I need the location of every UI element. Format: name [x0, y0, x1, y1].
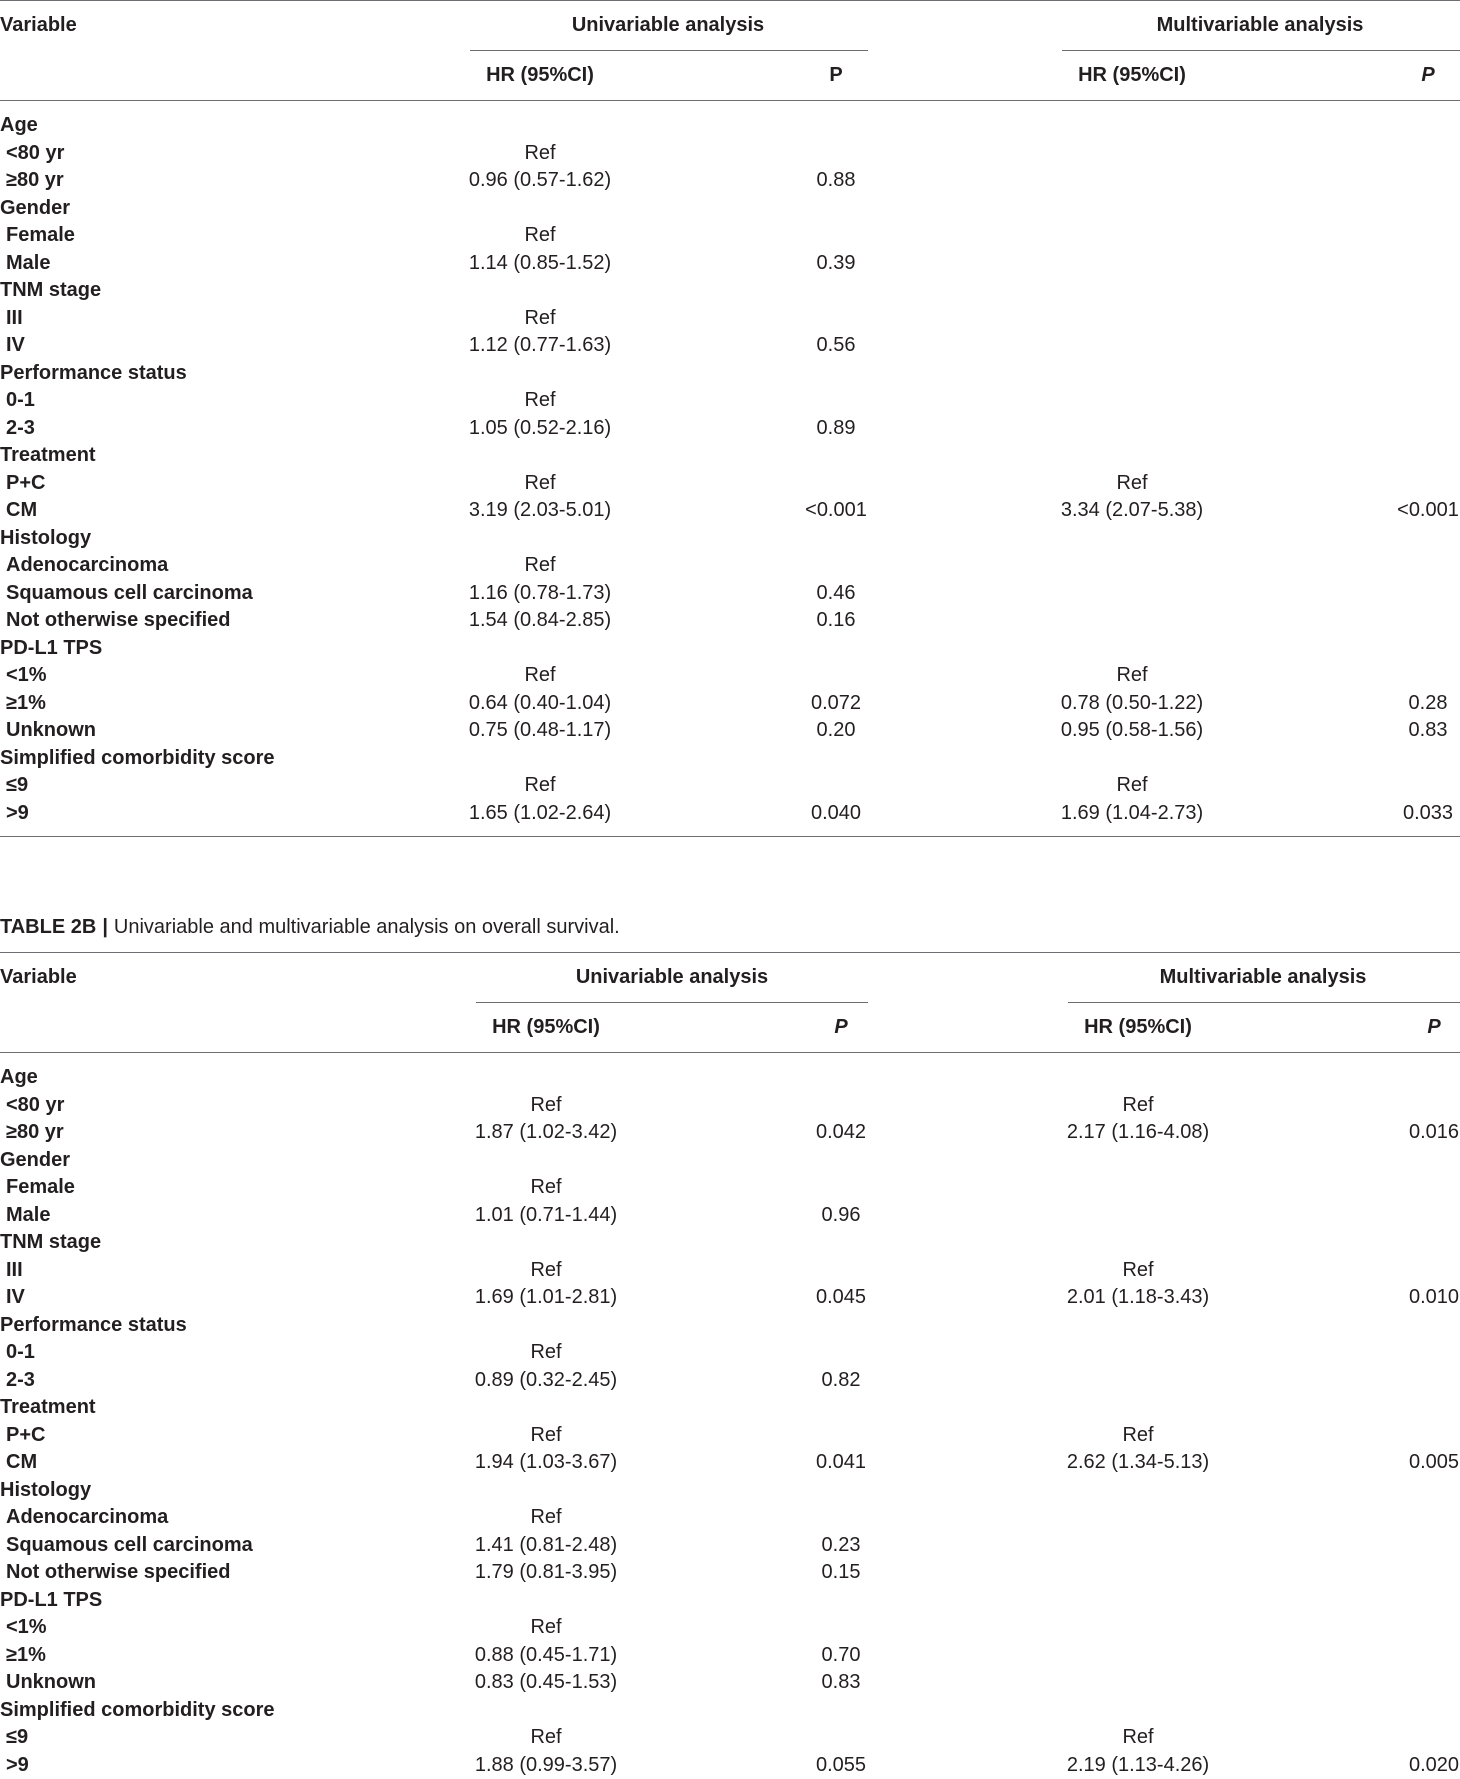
- group-label: Age: [0, 114, 38, 136]
- row-label: Not otherwise specified: [6, 1561, 231, 1583]
- uni-hr-cell: Ref: [530, 1506, 562, 1528]
- row-label: Not otherwise specified: [6, 609, 231, 631]
- uni-hr-cell: Ref: [530, 1616, 562, 1638]
- multi-hr-cell: Ref: [1122, 1258, 1154, 1281]
- uni-p-cell: 0.23: [821, 1533, 861, 1556]
- uni-hr-cell: Ref: [524, 224, 556, 246]
- uni-hr-cell: 1.41 (0.81-2.48): [474, 1533, 618, 1556]
- uni-p-cell: 0.89: [816, 416, 856, 439]
- top-rule: [0, 952, 1460, 953]
- uni-hr-cell: 3.19 (2.03-5.01): [468, 499, 612, 521]
- row-label: Unknown: [6, 1671, 96, 1693]
- multi-hr-cell: 1.69 (1.04-2.73): [1060, 801, 1204, 824]
- row-label: ≥1%: [6, 691, 46, 714]
- multi-p-cell: 0.020: [1408, 1753, 1460, 1776]
- group-label: Simplified comorbidity score: [0, 746, 275, 769]
- header-multivariable: Multivariable analysis: [1156, 14, 1364, 36]
- row-label: Adenocarcinoma: [6, 1506, 169, 1528]
- uni-p-cell: 0.46: [816, 581, 856, 604]
- uni-p-cell: 0.041: [815, 1451, 867, 1473]
- multi-hr-cell: 2.62 (1.34-5.13): [1066, 1451, 1210, 1473]
- group-label: Histology: [0, 526, 92, 549]
- uni-hr-cell: Ref: [524, 141, 556, 164]
- univariable-underline: [470, 50, 868, 51]
- group-label: Gender: [0, 1148, 71, 1171]
- uni-hr-cell: Ref: [530, 1093, 562, 1116]
- row-label: CM: [6, 1451, 38, 1473]
- multi-hr-cell: Ref: [1122, 1093, 1154, 1116]
- uni-p-cell: <0.001: [805, 499, 867, 521]
- row-label: 2-3: [6, 416, 35, 439]
- header-variable: Variable: [0, 966, 77, 988]
- header-p-multi: P: [1421, 64, 1435, 86]
- header-hr-uni: HR (95%CI): [486, 64, 594, 86]
- row-label: IV: [6, 334, 25, 356]
- row-label: Squamous cell carcinoma: [6, 581, 253, 604]
- row-label: ≤9: [6, 1726, 29, 1748]
- uni-p-cell: 0.56: [816, 334, 856, 356]
- group-label: PD-L1 TPS: [0, 636, 103, 659]
- multi-hr-cell: Ref: [1116, 471, 1148, 494]
- top-rule: [0, 0, 1460, 1]
- row-label: <1%: [6, 1616, 47, 1638]
- multi-p-cell: 0.83: [1408, 719, 1448, 741]
- multi-hr-cell: 2.01 (1.18-3.43): [1066, 1286, 1210, 1308]
- header-variable: Variable: [0, 14, 77, 36]
- uni-hr-cell: 1.54 (0.84-2.85): [468, 609, 612, 631]
- uni-p-cell: 0.045: [815, 1286, 867, 1308]
- header-p-uni: P: [834, 1016, 848, 1038]
- uni-hr-cell: Ref: [530, 1726, 562, 1748]
- row-label: P+C: [6, 471, 46, 494]
- multi-hr-cell: 0.95 (0.58-1.56): [1060, 719, 1204, 741]
- uni-hr-cell: 0.75 (0.48-1.17): [468, 719, 612, 741]
- uni-hr-cell: 0.88 (0.45-1.71): [474, 1643, 618, 1666]
- row-label: Male: [6, 251, 51, 274]
- uni-hr-cell: 1.94 (1.03-3.67): [474, 1451, 618, 1473]
- uni-hr-cell: Ref: [524, 774, 556, 796]
- uni-hr-cell: 1.65 (1.02-2.64): [468, 801, 612, 824]
- row-label: Female: [6, 224, 75, 246]
- uni-hr-cell: 1.12 (0.77-1.63): [468, 334, 612, 356]
- group-label: Performance status: [0, 1313, 187, 1336]
- multi-p-cell: 0.28: [1408, 691, 1448, 714]
- uni-p-cell: 0.39: [816, 251, 856, 274]
- row-label: <1%: [6, 664, 47, 686]
- row-label: P+C: [6, 1423, 46, 1446]
- row-label: >9: [6, 801, 29, 824]
- row-label: Unknown: [6, 719, 96, 741]
- group-label: Gender: [0, 196, 71, 219]
- univariable-underline: [476, 1002, 868, 1003]
- row-label: III: [6, 306, 23, 329]
- uni-hr-cell: 1.87 (1.02-3.42): [474, 1121, 618, 1143]
- header-univariable: Univariable analysis: [575, 966, 769, 988]
- uni-p-cell: 0.83: [821, 1671, 861, 1693]
- group-label: Treatment: [0, 444, 96, 466]
- uni-hr-cell: 1.01 (0.71-1.44): [474, 1203, 618, 1226]
- multi-p-cell: 0.005: [1408, 1451, 1460, 1473]
- group-label: TNM stage: [0, 1231, 102, 1253]
- uni-p-cell: 0.055: [815, 1753, 867, 1776]
- uni-p-cell: 0.20: [816, 719, 856, 741]
- row-label: 0-1: [6, 389, 35, 411]
- row-label: ≥80 yr: [6, 169, 64, 191]
- uni-hr-cell: Ref: [530, 1258, 562, 1281]
- uni-hr-cell: Ref: [530, 1423, 562, 1446]
- row-label: <80 yr: [6, 1093, 65, 1116]
- row-label: ≤9: [6, 774, 29, 796]
- uni-p-cell: 0.82: [821, 1368, 861, 1391]
- header-p-uni: P: [829, 64, 843, 86]
- group-label: Performance status: [0, 361, 187, 384]
- uni-hr-cell: 1.88 (0.99-3.57): [474, 1753, 618, 1776]
- group-label: Histology: [0, 1478, 92, 1501]
- uni-p-cell: 0.96: [821, 1203, 861, 1226]
- row-label: ≥80 yr: [6, 1121, 64, 1143]
- group-label: Simplified comorbidity score: [0, 1698, 275, 1721]
- multi-p-cell: <0.001: [1397, 499, 1459, 521]
- uni-hr-cell: 1.79 (0.81-3.95): [474, 1561, 618, 1583]
- caption-separator: |: [102, 916, 108, 938]
- caption-label: TABLE 2B: [0, 916, 97, 938]
- uni-hr-cell: Ref: [524, 664, 556, 686]
- uni-p-cell: 0.15: [821, 1561, 861, 1583]
- row-label: CM: [6, 499, 38, 521]
- multi-hr-cell: Ref: [1116, 664, 1148, 686]
- uni-hr-cell: 0.89 (0.32-2.45): [474, 1368, 618, 1391]
- uni-p-cell: 0.072: [810, 691, 862, 714]
- multivariable-underline: [1068, 1002, 1460, 1003]
- uni-p-cell: 0.042: [815, 1121, 867, 1143]
- group-label: TNM stage: [0, 279, 102, 301]
- header-univariable: Univariable analysis: [571, 14, 765, 36]
- multi-hr-cell: 2.17 (1.16-4.08): [1066, 1121, 1210, 1143]
- header-hr-multi: HR (95%CI): [1084, 1016, 1192, 1038]
- row-label: <80 yr: [6, 141, 65, 164]
- bottom-rule: [0, 836, 1460, 837]
- group-label: Treatment: [0, 1396, 96, 1418]
- uni-hr-cell: 0.83 (0.45-1.53): [474, 1671, 618, 1693]
- row-label: 0-1: [6, 1341, 35, 1363]
- group-label: Age: [0, 1066, 38, 1088]
- uni-hr-cell: Ref: [524, 471, 556, 494]
- header-rule: [0, 100, 1460, 101]
- multi-p-cell: 0.033: [1402, 801, 1454, 824]
- uni-hr-cell: Ref: [524, 554, 556, 576]
- uni-hr-cell: Ref: [524, 306, 556, 329]
- uni-hr-cell: 1.05 (0.52-2.16): [468, 416, 612, 439]
- uni-hr-cell: 1.69 (1.01-2.81): [474, 1286, 618, 1308]
- multi-p-cell: 0.010: [1408, 1286, 1460, 1308]
- uni-hr-cell: Ref: [530, 1176, 562, 1198]
- header-hr-multi: HR (95%CI): [1078, 64, 1186, 86]
- multi-hr-cell: Ref: [1122, 1423, 1154, 1446]
- header-hr-uni: HR (95%CI): [492, 1016, 600, 1038]
- uni-hr-cell: 1.14 (0.85-1.52): [468, 251, 612, 274]
- row-label: III: [6, 1258, 23, 1281]
- header-rule: [0, 1052, 1460, 1053]
- multivariable-underline: [1062, 50, 1460, 51]
- multi-hr-cell: Ref: [1116, 774, 1148, 796]
- group-label: PD-L1 TPS: [0, 1588, 103, 1611]
- row-label: >9: [6, 1753, 29, 1776]
- uni-hr-cell: 1.16 (0.78-1.73): [468, 581, 612, 604]
- row-label: Male: [6, 1203, 51, 1226]
- uni-p-cell: 0.16: [816, 609, 856, 631]
- multi-hr-cell: 3.34 (2.07-5.38): [1060, 499, 1204, 521]
- uni-p-cell: 0.040: [810, 801, 862, 824]
- caption-text: Univariable and multivariable analysis on overall survival.: [113, 916, 620, 938]
- multi-hr-cell: 0.78 (0.50-1.22): [1060, 691, 1204, 714]
- multi-hr-cell: Ref: [1122, 1726, 1154, 1748]
- table-2b-caption: [0, 914, 620, 941]
- multi-hr-cell: 2.19 (1.13-4.26): [1066, 1753, 1210, 1776]
- uni-hr-cell: 0.64 (0.40-1.04): [468, 691, 612, 714]
- uni-p-cell: 0.70: [821, 1643, 861, 1666]
- row-label: Adenocarcinoma: [6, 554, 169, 576]
- row-label: ≥1%: [6, 1643, 46, 1666]
- header-p-multi: P: [1427, 1016, 1441, 1038]
- uni-p-cell: 0.88: [816, 169, 856, 191]
- uni-hr-cell: Ref: [530, 1341, 562, 1363]
- uni-hr-cell: Ref: [524, 389, 556, 411]
- row-label: IV: [6, 1286, 25, 1308]
- row-label: 2-3: [6, 1368, 35, 1391]
- multi-p-cell: 0.016: [1408, 1121, 1460, 1143]
- header-multivariable: Multivariable analysis: [1159, 966, 1367, 988]
- row-label: Squamous cell carcinoma: [6, 1533, 253, 1556]
- uni-hr-cell: 0.96 (0.57-1.62): [468, 169, 612, 191]
- row-label: Female: [6, 1176, 75, 1198]
